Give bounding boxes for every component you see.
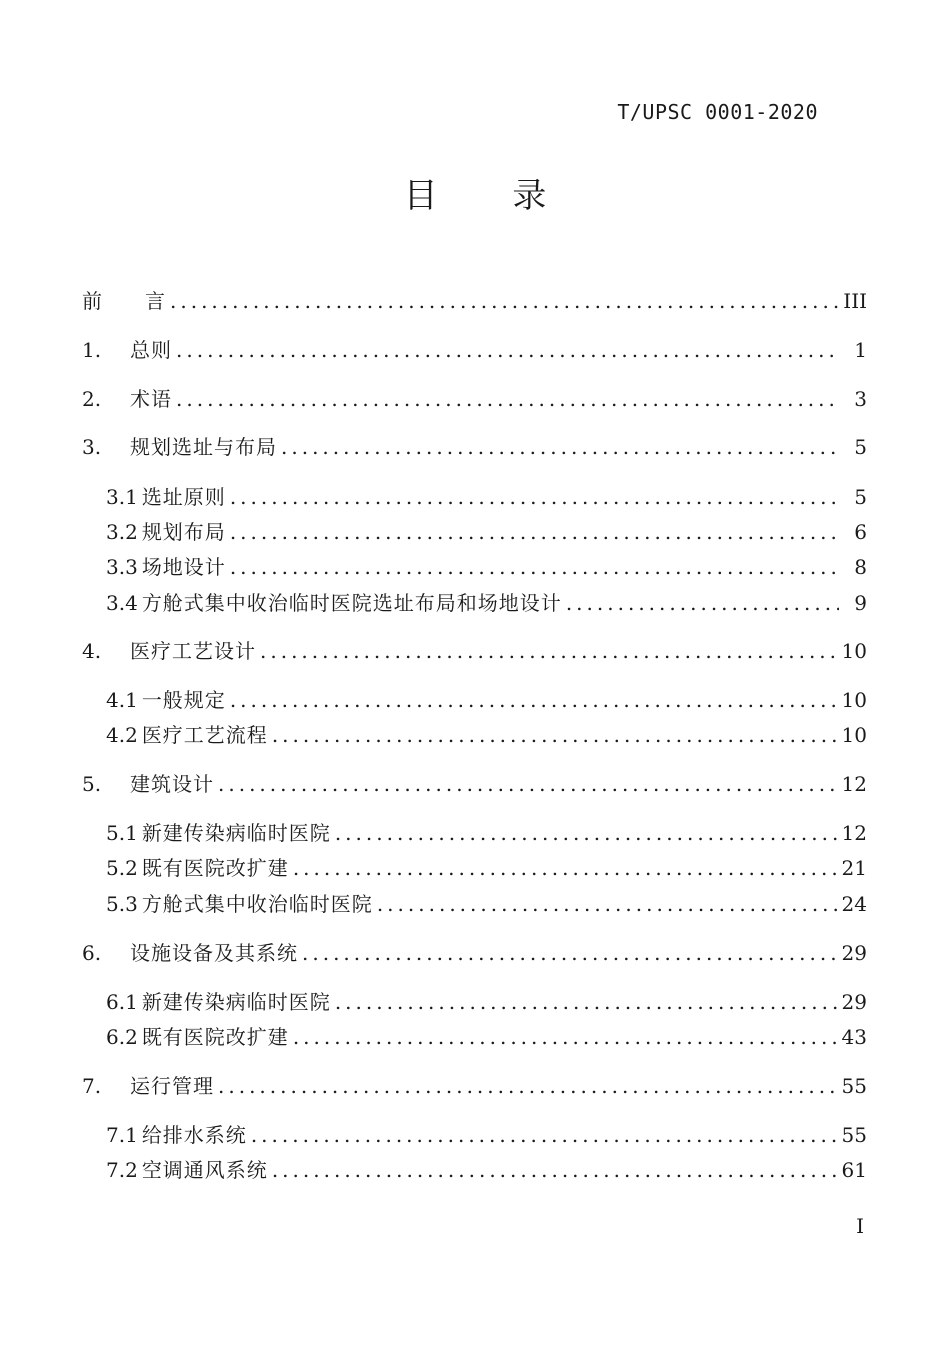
toc-entry-page: 10 [841,688,867,712]
dot-leader [251,1121,838,1149]
toc-entry-number: 3.3 [106,555,138,579]
toc-entry-number: 3.1 [106,485,138,509]
toc-entry-number: 4.2 [106,723,138,747]
toc-entry[interactable] [82,637,867,665]
toc-entry-label: 给排水系统 [141,1123,247,1147]
toc-entry[interactable] [106,988,867,1016]
toc-entry[interactable] [106,589,867,617]
toc-entry-label: 规划选址与布局 [130,435,277,459]
toc-entry-page: 55 [841,1074,867,1098]
toc-entry-label: 选址原则 [141,485,226,509]
toc-entry-number: 6.1 [106,990,138,1014]
dot-leader [377,890,838,918]
toc-entry-number: 7. [82,1074,102,1098]
toc-entry-number: 3.2 [106,520,138,544]
toc-entry-number: 6. [82,941,102,965]
toc-entry-number: 5.3 [106,892,138,916]
toc-entry[interactable] [82,770,867,798]
toc-entry-page: 29 [841,990,867,1014]
dot-leader [566,589,839,617]
toc-entry[interactable] [106,518,867,546]
toc-entry[interactable] [106,819,867,847]
toc-entry-number: 3.4 [106,591,138,615]
toc-entry-page: 55 [841,1123,867,1147]
toc-entry-number: 7.2 [106,1158,138,1182]
toc-entry[interactable] [106,1023,867,1051]
toc-entry-page: 5 [854,435,867,459]
toc-entry-page: 6 [854,520,867,544]
dot-leader [335,988,838,1016]
toc-entry-label: 方舱式集中收治临时医院 [141,892,373,916]
toc-entry-number: 6.2 [106,1025,138,1049]
toc-entry-page: 12 [841,772,867,796]
dot-leader [302,939,838,967]
dot-leader [272,721,838,749]
toc-entry-label: 建筑设计 [130,772,214,796]
toc-entry-label: 规划布局 [141,520,226,544]
toc-entry[interactable] [106,721,867,749]
toc-entry-page: 21 [841,856,867,880]
toc-entry-label: 运行管理 [130,1074,214,1098]
dot-leader [176,385,839,413]
toc-entry-page: 61 [841,1158,867,1182]
dot-leader [293,1023,838,1051]
toc-entry-number: 7.1 [106,1123,138,1147]
toc-entry-label: 术语 [130,387,172,411]
toc-entry-page: 8 [854,555,867,579]
toc-entry-label: 既有医院改扩建 [141,856,289,880]
dot-leader [281,433,839,461]
toc-entry-page: 24 [841,892,867,916]
toc-entry-label: 新建传染病临时医院 [141,821,331,845]
toc-entry-page: 1 [854,338,867,362]
toc-entry-label: 场地设计 [141,555,226,579]
toc-entry-number: 2. [82,387,102,411]
dot-leader [230,686,838,714]
toc-entry-page: 12 [841,821,867,845]
toc-entry-label: 新建传染病临时医院 [141,990,331,1014]
toc-entry[interactable] [106,1121,867,1149]
toc-entry[interactable] [82,336,867,364]
toc-entry[interactable] [82,1072,867,1100]
dot-leader [230,553,839,581]
dot-leader [335,819,838,847]
toc-entry-number: 4. [82,639,102,663]
dot-leader [218,1072,838,1100]
toc-entry-label: 医疗工艺设计 [130,639,256,663]
toc-entry-label: 既有医院改扩建 [141,1025,289,1049]
toc-entry-label: 一般规定 [141,688,226,712]
dot-leader [230,518,839,546]
dot-leader [170,287,839,315]
toc-entry-page: 3 [854,387,867,411]
dot-leader [230,483,839,511]
toc-entry-number: 5. [82,772,102,796]
toc-entry-page: 29 [841,941,867,965]
page-title: 目 录 [403,176,579,216]
dot-leader [176,336,839,364]
toc-entry[interactable] [106,1156,867,1184]
toc-entry-page: 9 [854,591,867,615]
toc-entry[interactable] [82,939,867,967]
toc-entry-label: 空调通风系统 [141,1158,268,1182]
toc-entry[interactable] [82,385,867,413]
toc-entry[interactable] [106,483,867,511]
toc-entry[interactable] [106,553,867,581]
toc-entry-number: 5.2 [106,856,138,880]
toc-entry-number: 1. [82,338,102,362]
toc-entry[interactable] [106,854,867,882]
toc-entry-page: 10 [841,639,867,663]
document-code: T/UPSC 0001-2020 [617,100,818,124]
dot-leader [272,1156,838,1184]
toc-entry-number: 4.1 [106,688,138,712]
toc-entry-label: 总则 [130,338,172,362]
toc-entry[interactable] [82,287,867,315]
toc-entry-number: 5.1 [106,821,138,845]
toc-entry-label: 方舱式集中收治临时医院选址布局和场地设计 [141,591,562,615]
toc-entry-label: 前 言 [82,289,166,313]
toc-entry-page: 10 [841,723,867,747]
toc-entry-label: 医疗工艺流程 [141,723,268,747]
dot-leader [218,770,838,798]
dot-leader [293,854,838,882]
toc-entry-page: 43 [841,1025,867,1049]
toc-entry-number: 3. [82,435,102,459]
toc-entry-page: 5 [854,485,867,509]
toc-entry-label: 设施设备及其系统 [130,941,298,965]
page-number: I [856,1214,864,1238]
dot-leader [260,637,838,665]
toc-entry-page: III [843,289,867,313]
toc-entry[interactable] [106,890,867,918]
toc-entry[interactable] [82,433,867,461]
toc-entry[interactable] [106,686,867,714]
